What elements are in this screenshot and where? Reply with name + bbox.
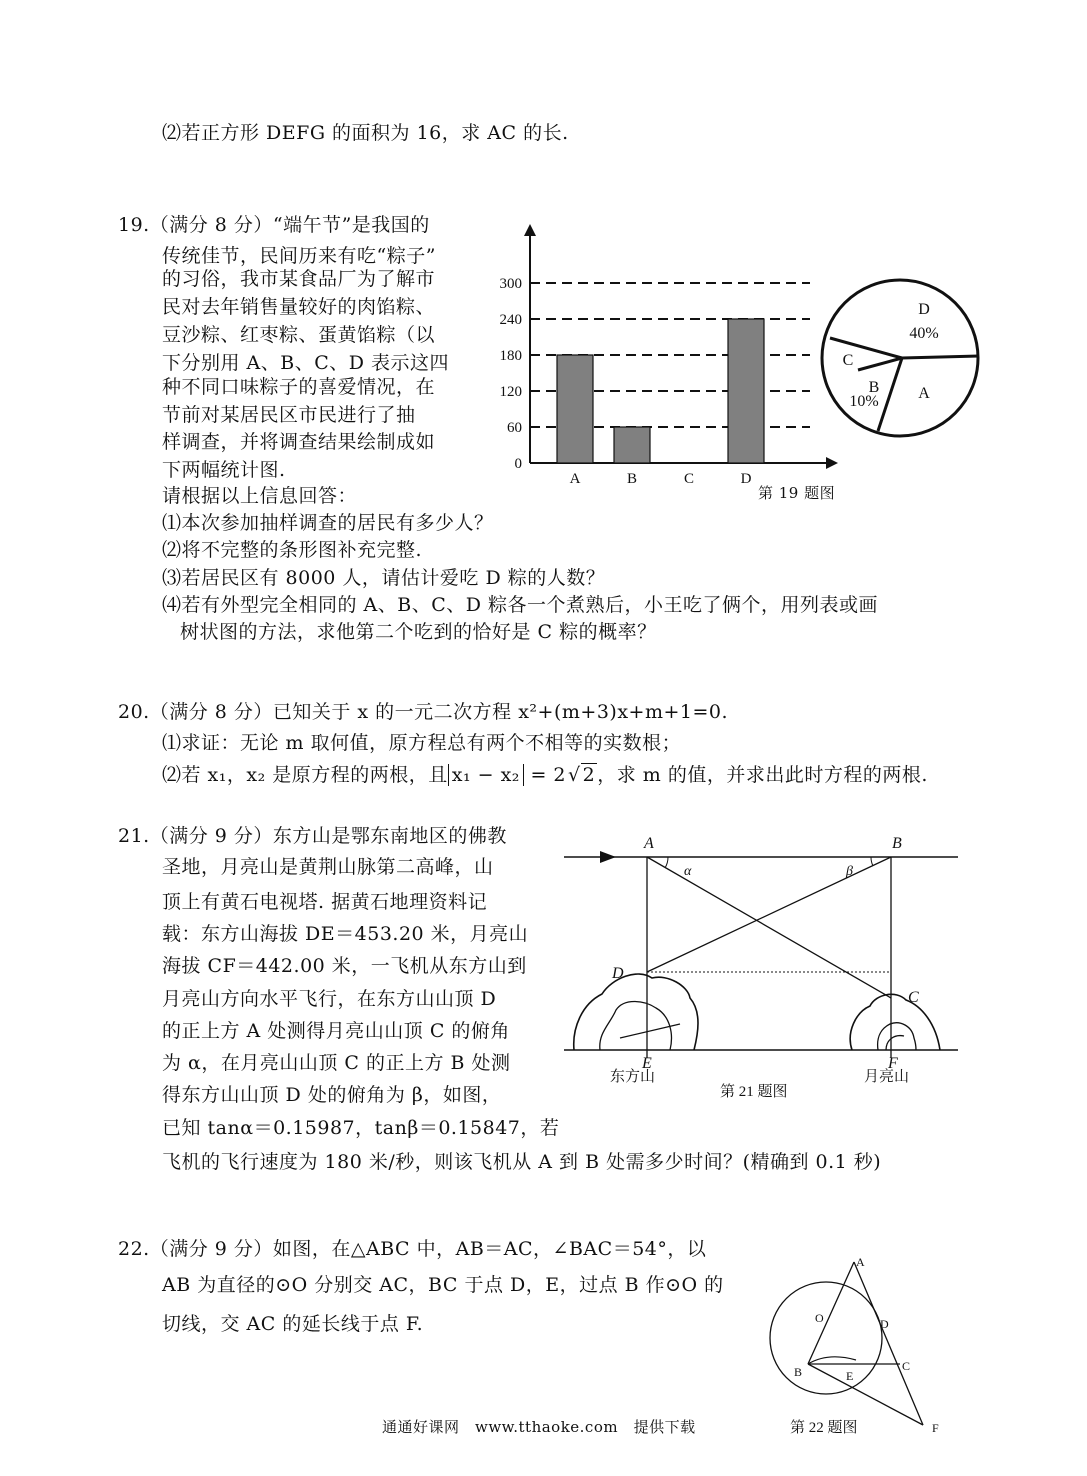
- q19-line: 下分别用 A、B、C、D 表示这四: [162, 352, 450, 374]
- q22-label-A: A: [856, 1255, 865, 1269]
- q22-figure: [760, 1250, 960, 1440]
- q18-part2: ⑵若正方形 DEFG 的面积为 16，求 AC 的长.: [162, 122, 569, 144]
- x-axis-arrow: [826, 457, 838, 469]
- label-beta: β: [846, 864, 853, 879]
- q22-label-E: E: [846, 1369, 854, 1383]
- q22-label-O: O: [815, 1311, 824, 1325]
- q20-abs-expr: x₁ − x₂: [448, 764, 524, 786]
- pie-label-C: C: [842, 352, 854, 369]
- bar-A: [557, 355, 593, 463]
- y-tick-label: 60: [507, 420, 522, 436]
- q19-line: 豆沙粽、红枣粽、蛋黄馅粽（以: [162, 324, 436, 346]
- q20-head: 20.（满分 8 分）已知关于 x 的一元二次方程 x²+(m+3)x+m+1=0.: [118, 701, 729, 723]
- y-tick-label: 0: [514, 456, 522, 472]
- q19-caption: 第 19 题图: [758, 484, 836, 502]
- q19-bar-chart: [490, 220, 820, 490]
- q22-line: 切线，交 AC 的延长线于点 F.: [162, 1313, 424, 1335]
- label-F: F: [888, 1055, 898, 1072]
- pie-slice-boundary: [902, 356, 979, 358]
- x-tick-label: C: [683, 471, 695, 487]
- footer: 通通好课网 www.tthaoke.com 提供下载: [382, 1418, 696, 1436]
- q21-line: 21.（满分 9 分）东方山是鄂东南地区的佛教: [118, 825, 507, 847]
- q19-line: 节前对某居民区市民进行了抽: [162, 404, 416, 426]
- q19-line: 种不同口味粽子的喜爱情况，在: [162, 376, 436, 398]
- label-E: E: [642, 1055, 652, 1072]
- q21-line: 圣地，月亮山是黄荆山脉第二高峰，山: [162, 856, 494, 878]
- q20-eq: = 2: [530, 764, 567, 786]
- q21-figure: [560, 828, 970, 1108]
- q19-pie-chart: [820, 278, 990, 448]
- q21-last: 飞机的飞行速度为 180 米/秒，则该飞机从 A 到 B 处需多少时间？(精确到 0.1 秒): [162, 1151, 882, 1173]
- q22-caption: 第 22 题图: [790, 1420, 858, 1436]
- x-tick-label: B: [626, 471, 638, 487]
- y-tick-label: 240: [499, 312, 522, 328]
- q20-part1: ⑴求证：无论 m 取何值，原方程总有两个不相等的实数根；: [162, 732, 682, 754]
- q19-prompt: 请根据以上信息回答：: [162, 485, 358, 507]
- q21-line: 海拔 CF＝442.00 米，一飞机从东方山到: [162, 955, 527, 977]
- q21-line: 载：东方山海拔 DE＝453.20 米，月亮山: [162, 923, 529, 945]
- q22-line: 22.（满分 9 分）如图，在△ABC 中，AB＝AC，∠BAC＝54°，以: [118, 1238, 707, 1260]
- label-A: A: [644, 835, 654, 852]
- label-east-mountain: 东方山: [610, 1069, 656, 1085]
- q19-line: 传统佳节，民间历来有吃“粽子”: [162, 245, 436, 267]
- q19-line: 19.（满分 8 分）“端午节”是我国的: [118, 214, 430, 236]
- y-axis-arrow: [524, 224, 536, 236]
- y-tick-label: 300: [499, 276, 522, 292]
- q21-line: 月亮山方向水平飞行，在东方山山顶 D: [162, 988, 497, 1010]
- x-tick-label: A: [569, 471, 581, 487]
- x-tick-label: D: [740, 471, 752, 487]
- q21-caption: 第 21 题图: [720, 1084, 788, 1100]
- pie-value-B: 10%: [849, 393, 879, 410]
- q21-line: 顶上有黄石电视塔. 据黄石地理资料记: [162, 891, 488, 913]
- bar-D: [728, 319, 764, 463]
- q22-label-C: C: [902, 1359, 911, 1373]
- label-C: C: [908, 989, 919, 1006]
- arrow-icon: [600, 851, 616, 863]
- circle-o: [770, 1282, 882, 1394]
- q19-line: 的习俗，我市某食品厂为了解市: [162, 268, 436, 290]
- q20-part2-a: ⑵若 x₁，x₂ 是原方程的两根，且: [162, 764, 448, 786]
- label-D: D: [612, 965, 624, 982]
- q20-part2-b: ，求 m 的值，并求出此时方程的两根.: [597, 764, 928, 786]
- pie-label-A: A: [918, 385, 930, 402]
- label-alpha: α: [684, 864, 692, 879]
- y-tick-label: 120: [499, 384, 522, 400]
- q19-part: ⑷若有外型完全相同的 A、B、C、D 粽各一个煮熟后，小王吃了俩个，用列表或画: [162, 594, 879, 616]
- q19-part: ⑶若居民区有 8000 人，请估计爱吃 D 粽的人数？: [162, 567, 606, 589]
- q19-line: 样调查，并将调查结果绘制成如: [162, 431, 436, 453]
- pie-value-D: 40%: [909, 325, 939, 342]
- q22-label-B: B: [794, 1365, 803, 1379]
- q19-part: 树状图的方法，求他第二个吃到的恰好是 C 粽的概率？: [180, 621, 657, 643]
- q22-label-D: D: [880, 1317, 889, 1331]
- q22-line: AB 为直径的⊙O 分别交 AC，BC 于点 D，E，过点 B 作⊙O 的: [162, 1274, 724, 1296]
- q19-part: ⑵将不完整的条形图补充完整.: [162, 539, 423, 561]
- q20-sqrt: 2: [582, 764, 596, 786]
- q21-line: 为 α，在月亮山山顶 C 的正上方 B 处测: [162, 1052, 511, 1074]
- q21-line: 得东方山山顶 D 处的俯角为 β，如图，: [162, 1084, 502, 1106]
- label-moon-mountain: 月亮山: [864, 1069, 910, 1085]
- pie-label-B: B: [868, 379, 880, 396]
- q22-label-F: F: [932, 1421, 939, 1435]
- q19-part: ⑴本次参加抽样调查的居民有多少人？: [162, 512, 494, 534]
- q19-line: 民对去年销售量较好的肉馅粽、: [162, 296, 436, 318]
- bar-B: [614, 427, 650, 463]
- east-mountain: [574, 974, 698, 1050]
- q19-line: 下两幅统计图.: [162, 459, 286, 481]
- q21-line: 已知 tanα＝0.15987，tanβ＝0.15847，若: [162, 1117, 560, 1139]
- y-tick-label: 180: [499, 348, 522, 364]
- q20-part2: ⑵若 x₁，x₂ 是原方程的两根，且 x₁ − x₂ = 2 √ 2 ，求 m 的值，并求出此时方程的两根.: [162, 764, 928, 786]
- label-B: B: [892, 835, 902, 852]
- q21-line: 的正上方 A 处测得月亮山山顶 C 的俯角: [162, 1020, 510, 1042]
- pie-label-D: D: [918, 301, 930, 318]
